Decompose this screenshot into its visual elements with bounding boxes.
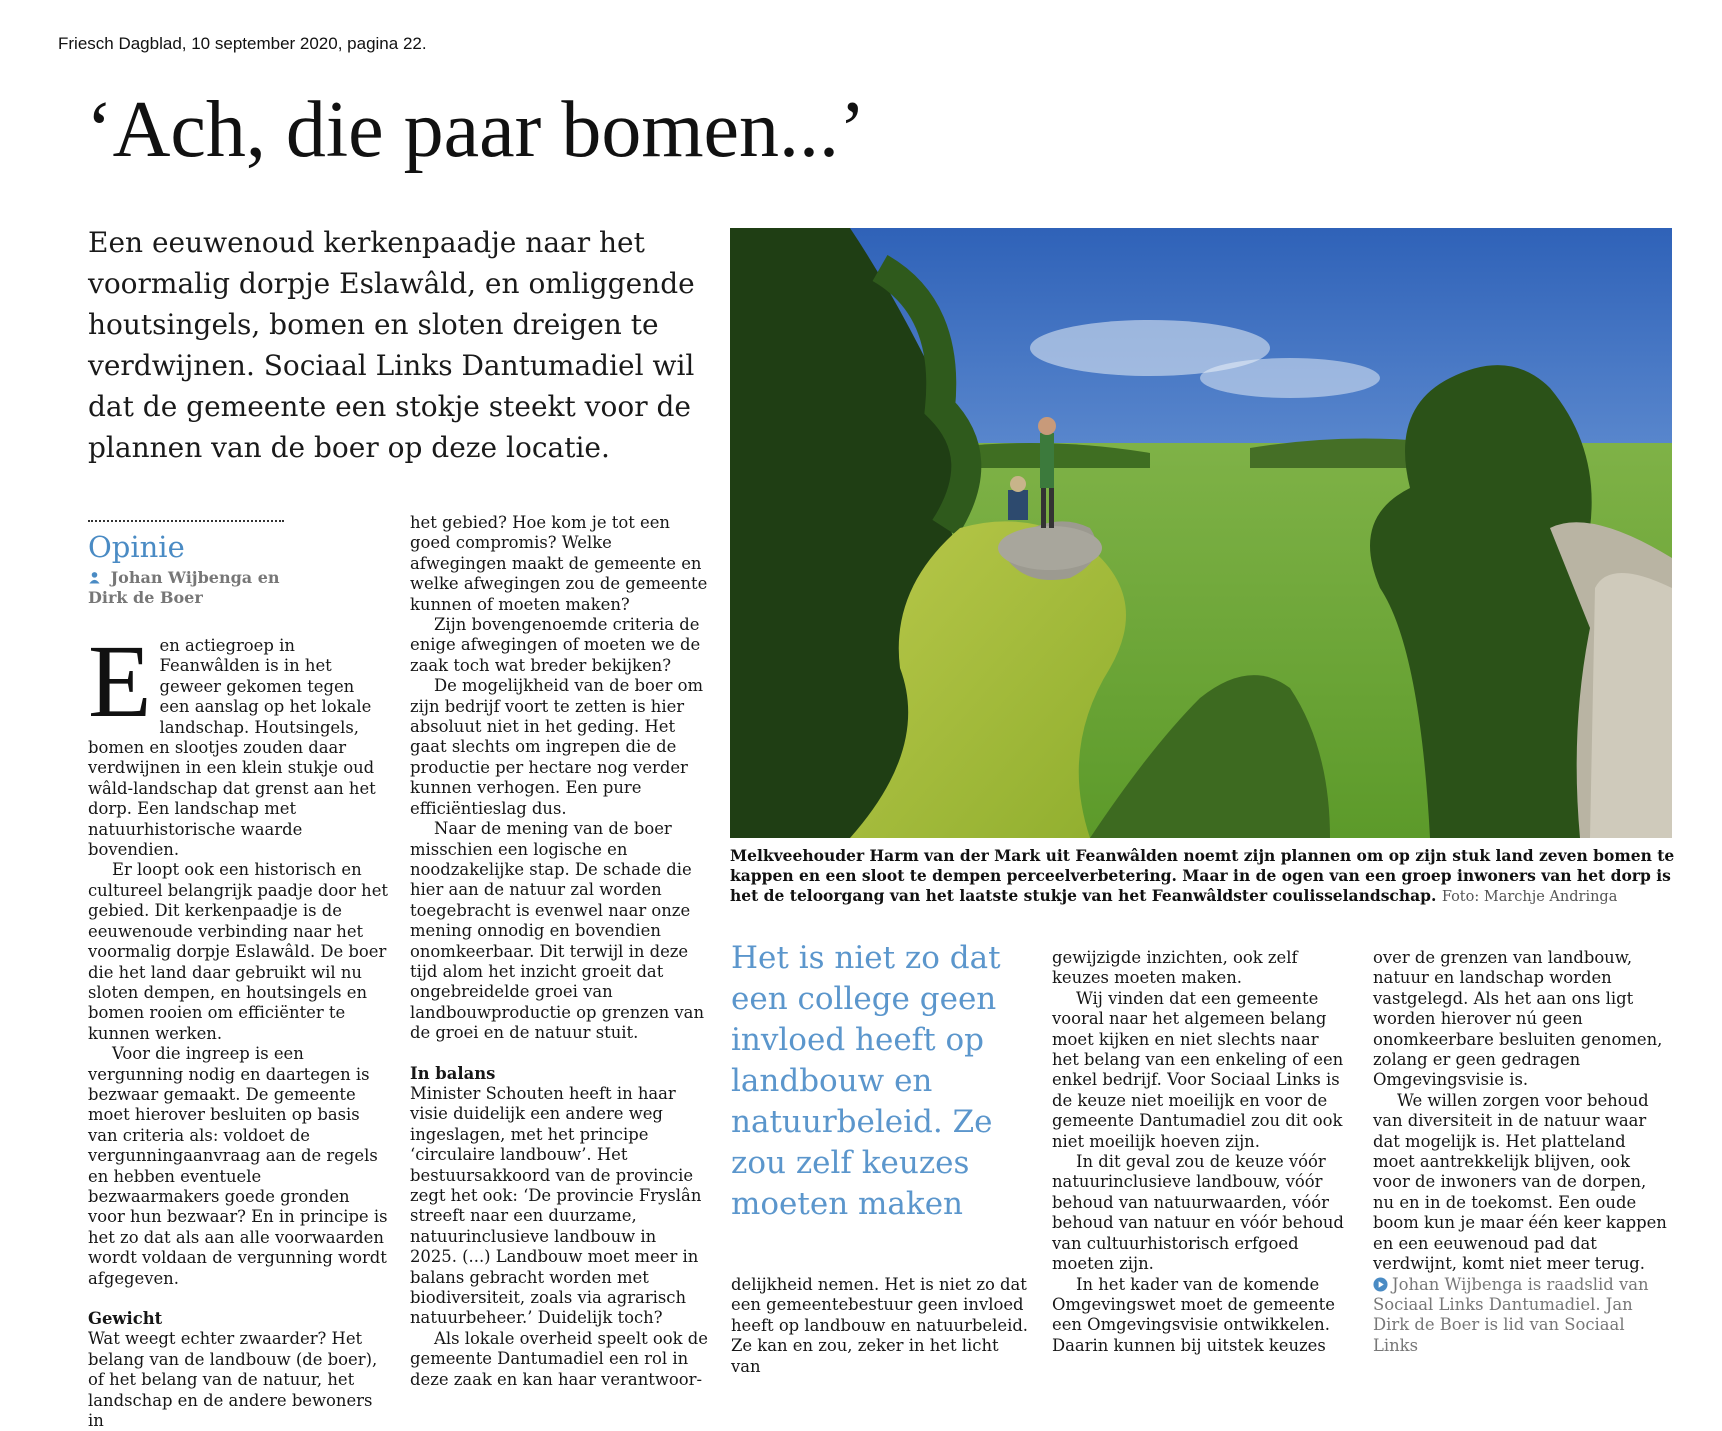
- person-icon: [88, 571, 101, 584]
- col2-paragraph-1: het gebied? Hoe kom je tot een goed compromis? Welke afwegingen maakt de gemeente en welke afwegingen zou de gemeente kunnen of moeten maken?: [410, 513, 708, 614]
- source-line: Friesch Dagblad, 10 september 2020, pagina 22.: [58, 34, 427, 53]
- column-5: [1373, 948, 1671, 1356]
- col4-paragraph-4: In het kader van de komende Omgevingswet moet de gemeente een Omgevingsvisie ontwikkelen. Daarin kunnen bij uitstek keuzes: [1052, 1274, 1335, 1355]
- col2-paragraph-4: Naar de mening van de boer misschien een logische en noodzakelijke stap. De schade die hier aan de natuur zal worden toegebracht is evenwel naar onze mening onnodig en bovendien onomkeerbaar. Dit terwijl in deze tijd alom het inzicht groeit dat ongebreidelde groei van landbouwproductie op grenzen van de groei en de natuur stuit.: [410, 819, 705, 1043]
- column-4: [1052, 948, 1350, 1356]
- headline: ‘Ach, die paar bomen...’: [86, 86, 866, 174]
- col1-paragraph-4: Wat weegt echter zwaarder? Het belang van de landbouw (de boer), of het belang van de natuur, het landschap en de andere bewoners in: [88, 1329, 378, 1431]
- col5-paragraph-1: over de grenzen van landbouw, natuur en landschap worden vastgelegd. Als het aan ons ligt worden hierover nú geen onomkeerbare besluiten genomen, zolang er geen gedragen Omgevingsvisie is.: [1373, 948, 1663, 1090]
- author-byline: [88, 568, 388, 608]
- column-2: [410, 513, 708, 1390]
- col1-paragraph-1: en actiegroep in Feanwâlden is in het geweer gekomen tegen een aanslag op het lokale landschap. Houtsingels, bomen en slootjes zouden daar verdwijnen in een klein stukje oud wâld-landschap dat grenst aan het dorp. Een landschap met natuurhistorische waarde bovendien.: [88, 636, 376, 860]
- col2-paragraph-6: Als lokale overheid speelt ook de gemeente Dantumadiel een rol in deze zaak en kan haar verantwoor-: [410, 1328, 708, 1389]
- photo-illustration: [730, 228, 1672, 838]
- author-bio-text: Johan Wijbenga is raadslid van Sociaal Links Dantumadiel. Jan Dirk de Boer is lid van Sociaal Links: [1373, 1274, 1649, 1355]
- drop-cap: E: [88, 624, 152, 739]
- photo-caption: [730, 846, 1675, 907]
- column-1: [88, 520, 388, 1431]
- col2-paragraph-3: De mogelijkheid van de boer om zijn bedrijf voort te zetten is hier absoluut niet in het geding. Het gaat slechts om ingrepen die de productie per hectare nog verder kunnen verhogen. Een pure efficiëntieslag dus.: [410, 676, 704, 818]
- photo-credit: Foto: Marchje Andringa: [1441, 889, 1618, 905]
- col2-paragraph-5: Minister Schouten heeft in haar visie duidelijk een andere weg ingeslagen, met het principe ‘circulaire landbouw’. Het bestuursakkoord van de provincie zegt het ook: ‘De provincie Fryslân streeft naar een duurzame, natuurinclusieve landbouw in 2025. (...) Landbouw moet meer in balans gebracht worden met biodiversiteit, zoals via agrarisch natuurbeheer.’ Duidelijk toch?: [410, 1083, 702, 1328]
- col4-paragraph-2: Wij vinden dat een gemeente vooral naar het algemeen belang moet kijken en niet slechts naar het belang van een enkeling of een enkel bedrijf. Voor Sociaal Links is de keuze niet moeilijk en voor de gemeente Dantumadiel zou dit ook niet moeilijk hoeven zijn.: [1052, 988, 1344, 1151]
- col3-paragraph-1: delijkheid nemen. Het is niet zo dat een gemeentebestuur geen invloed heeft op landbouw en natuurbeleid. Ze kan en zou, zeker in het licht van: [731, 1275, 1029, 1376]
- col2-paragraph-2: Zijn bovengenoemde criteria de enige afwegingen of moeten we de zaak toch wat breder bekijken?: [410, 615, 701, 675]
- subheading-in-balans: In balans: [410, 1063, 496, 1083]
- column-3: [731, 1275, 1029, 1377]
- section-divider: [88, 520, 284, 522]
- author-line-2: Dirk de Boer: [88, 588, 203, 607]
- col4-paragraph-1: gewijzigde inzichten, ook zelf keuzes moeten maken.: [1052, 948, 1298, 988]
- section-label: Opinie: [88, 530, 185, 564]
- col1-paragraph-2: Er loopt ook een historisch en cultureel belangrijk paadje door het gebied. Dit kerkenpaadje is de eeuwenoude verbinding naar het voormalig dorpje Eslawâld. De boer die het land daar gebruikt wil nu sloten dempen, en houtsingels en bomen rooien om efficiënter te kunnen werken.: [88, 860, 389, 1043]
- play-icon: [1373, 1277, 1388, 1292]
- author-line-1: Johan Wijbenga en: [110, 568, 280, 587]
- col4-paragraph-3: In dit geval zou de keuze vóór natuurinclusieve landbouw, vóór behoud van natuurwaarden, vóór behoud van natuur en vóór behoud van cultuurhistorisch erfgoed moeten zijn.: [1052, 1152, 1344, 1274]
- subheading-gewicht: Gewicht: [88, 1309, 163, 1328]
- landscape-photo: [730, 228, 1672, 838]
- col1-paragraph-3: Voor die ingreep is een vergunning nodig en daartegen is bezwaar gemaakt. De gemeente moet hierover besluiten op basis van criteria als: voldoet de vergunningaanvraag aan de regels en hebben eventuele bezwaarmakers goede gronden voor hun bezwaar? En in principe is het zo dat als aan alle voorwaarden wordt voldaan de vergunning wordt afgegeven.: [88, 1044, 388, 1288]
- col5-paragraph-2: We willen zorgen voor behoud van diversiteit in de natuur waar dat mogelijk is. Het platteland moet aantrekkelijk blijven, ook voor de inwoners van de dorpen, nu en in de toekomst. Een oude boom kun je maar één keer kappen en een eeuwenoud pad dat verdwijnt, komt niet meer terug.: [1373, 1090, 1667, 1274]
- author-bio: [1373, 1275, 1671, 1357]
- intro-text: Een eeuwenoud kerkenpaadje naar het voormalig dorpje Eslawâld, en omliggende houtsingels, bomen en sloten dreigen te verdwijnen. Sociaal Links Dantumadiel wil dat de gemeente een stokje steekt voor de plannen van de boer op deze locatie.: [88, 226, 695, 464]
- caption-text: Melkveehouder Harm van der Mark uit Feanwâlden noemt zijn plannen om op zijn stuk land zeven bomen te kappen en een sloot te dempen perceelverbetering. Maar in de ogen van een groep inwoners van het dorp is het de teloorgang van het laatste stukje van het Feanwâldster coulisselandschap.: [730, 846, 1675, 905]
- pull-quote: Het is niet zo dat een college geen invloed heeft op landbouw en natuurbeleid. Ze zou zelf keuzes moeten maken: [731, 940, 1001, 1222]
